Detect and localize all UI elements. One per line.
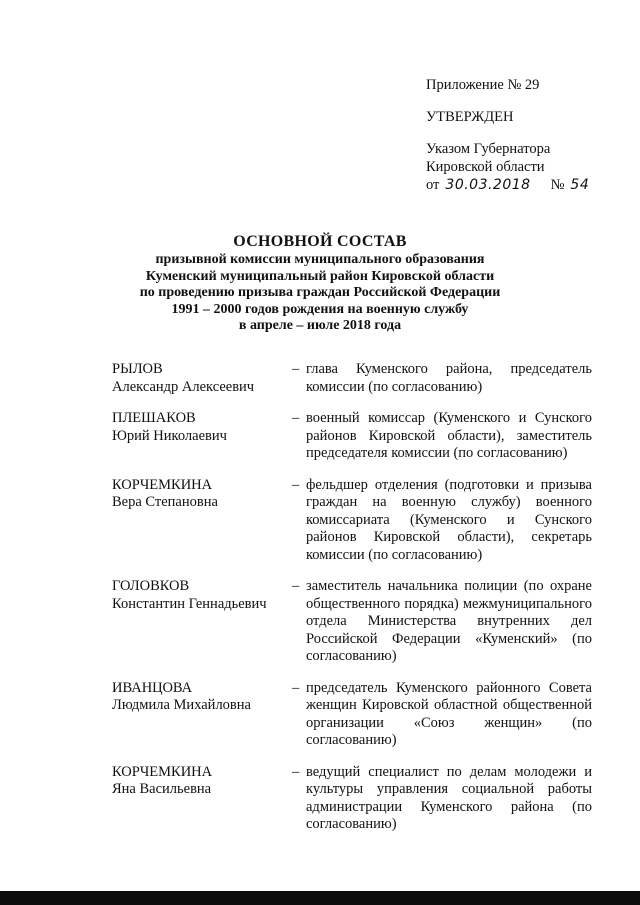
- member-given-name: Яна Васильевна: [112, 781, 212, 797]
- member-given-name: Людмила Михайловна: [112, 697, 251, 713]
- commission-member-list: [112, 361, 592, 848]
- member-given-name: Вера Степановна: [112, 494, 218, 510]
- member-person: [112, 578, 292, 666]
- member-role: военный комиссар (Куменского и Сунского районов Кировской области), заместитель председателя комиссии (по согласованию): [306, 410, 592, 461]
- member-person: [112, 410, 292, 463]
- dash-separator: –: [292, 410, 300, 426]
- title-subline: Куменский муниципальный район Кировской области: [145, 268, 495, 284]
- dash-separator: –: [292, 679, 300, 696]
- member-surname: КОРЧЕМКИНА: [112, 476, 213, 493]
- member-person: [112, 764, 292, 834]
- decree-line-2: Кировской области: [426, 159, 545, 175]
- dash-separator: –: [292, 763, 300, 780]
- member-surname: РЫЛОВ: [112, 361, 163, 377]
- member-entry: [112, 578, 592, 666]
- member-given-name: Юрий Николаевич: [112, 427, 227, 444]
- member-entry: [112, 764, 592, 834]
- member-entry: [112, 477, 592, 565]
- title-subline: 1991 – 2000 годов рождения на военную службу: [171, 301, 469, 317]
- document-title: [80, 232, 560, 335]
- dash-separator: –: [292, 361, 300, 377]
- member-role: фельдшер отделения (подготовки и призыва граждан на военную службу) военного комиссариата (Куменского и Сунского районов Кировской области), секретарь комиссии (по согласованию): [306, 476, 592, 563]
- member-role: глава Куменского района, председатель комиссии (по согласованию): [306, 361, 592, 395]
- handwritten-date: 30.03.2018: [445, 177, 531, 193]
- member-entry: [112, 410, 592, 463]
- from-label: от: [426, 177, 440, 193]
- title-subline: в апреле – июле 2018 года: [238, 318, 402, 333]
- member-given-name: Александр Алексеевич: [112, 378, 255, 395]
- title-subline: призывной комиссии муниципального образования: [155, 252, 485, 267]
- number-label: №: [550, 177, 565, 193]
- decree-date-line: [426, 176, 626, 194]
- dash-separator: –: [292, 578, 300, 594]
- member-role: председатель Куменского районного Совета женщин Кировской областной общественной организации «Союз женщин» (по согласованию): [306, 679, 592, 748]
- appendix-label: Приложение № 29: [426, 77, 540, 93]
- member-surname: ИВАНЦОВА: [112, 679, 193, 696]
- member-role: заместитель начальника полиции (по охране общественного порядка) межмуниципального отдела Министерства внутренних дел Российской Федерации «Куменский» (по согласованию): [306, 578, 592, 664]
- dash-separator: –: [292, 476, 300, 493]
- member-person: [112, 680, 292, 750]
- member-person: [112, 361, 292, 396]
- decree-line-1: Указом Губернатора: [426, 141, 551, 157]
- approved-label: УТВЕРЖДЕН: [426, 109, 514, 125]
- scan-edge-bar: [0, 891, 640, 905]
- title-main: ОСНОВНОЙ СОСТАВ: [233, 233, 407, 250]
- handwritten-number: 54: [570, 177, 590, 193]
- title-subline: по проведению призыва граждан Российской Федерации: [139, 285, 501, 300]
- member-role: ведущий специалист по делам молодежи и культуры управления социальной работы администрации Куменского района (по согласованию): [306, 763, 592, 832]
- member-entry: [112, 361, 592, 396]
- member-person: [112, 477, 292, 565]
- member-entry: [112, 680, 592, 750]
- member-given-name: Константин Геннадьевич: [112, 595, 267, 612]
- member-surname: ГОЛОВКОВ: [112, 578, 190, 594]
- member-surname: ПЛЕШАКОВ: [112, 410, 196, 426]
- approval-stamp-block: [426, 76, 626, 194]
- member-surname: КОРЧЕМКИНА: [112, 763, 213, 780]
